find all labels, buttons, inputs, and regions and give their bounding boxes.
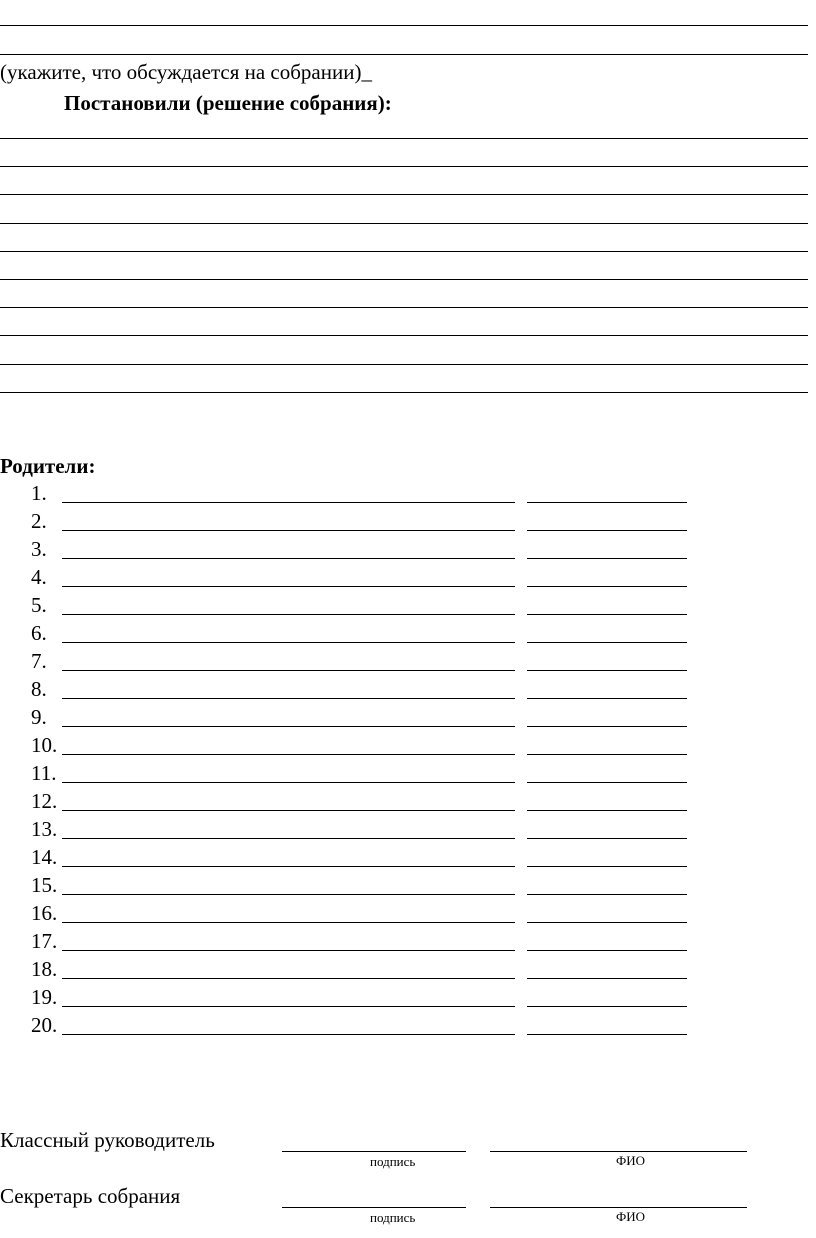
parent-number: 19.: [31, 985, 58, 1009]
parent-signature-line[interactable]: [527, 698, 687, 699]
parent-name-line[interactable]: [62, 1006, 515, 1007]
resolution-line[interactable]: [0, 194, 808, 195]
parent-signature-line[interactable]: [527, 978, 687, 979]
parent-name-line[interactable]: [62, 922, 515, 923]
parent-name-line[interactable]: [62, 810, 515, 811]
parent-number: 9.: [31, 705, 47, 729]
parent-name-line[interactable]: [62, 586, 515, 587]
teacher-name-caption: ФИО: [616, 1153, 646, 1168]
parent-number: 8.: [31, 677, 47, 701]
parent-signature-line[interactable]: [527, 782, 687, 783]
resolution-line[interactable]: [0, 392, 771, 393]
parent-name-line[interactable]: [62, 670, 515, 671]
parent-signature-line[interactable]: [527, 502, 687, 503]
parent-number: 15.: [31, 873, 58, 897]
parent-name-line[interactable]: [62, 558, 515, 559]
parent-name-line[interactable]: [62, 866, 515, 867]
parent-number: 16.: [31, 901, 58, 925]
parent-signature-line[interactable]: [527, 726, 687, 727]
parents-heading: Родители:: [0, 454, 96, 478]
parent-number: 6.: [31, 621, 47, 645]
parent-signature-line[interactable]: [527, 670, 687, 671]
parent-name-line[interactable]: [62, 1034, 515, 1035]
parent-name-line[interactable]: [62, 614, 515, 615]
teacher-signature-line[interactable]: [282, 1151, 466, 1152]
parent-signature-line[interactable]: [527, 810, 687, 811]
secretary-signature-line[interactable]: [282, 1207, 466, 1208]
secretary-label: Секретарь собрания: [0, 1184, 181, 1208]
agenda-hint: (укажите, что обсуждается на собрании)_: [0, 60, 372, 84]
resolution-line[interactable]: [0, 279, 808, 280]
resolution-line[interactable]: [0, 166, 808, 167]
parent-number: 17.: [31, 929, 58, 953]
parent-number: 2.: [31, 509, 47, 533]
teacher-signature-caption: подпись: [370, 1154, 416, 1169]
parent-number: 14.: [31, 845, 58, 869]
parent-signature-line[interactable]: [527, 754, 687, 755]
secretary-name-caption: ФИО: [616, 1209, 646, 1224]
parent-name-line[interactable]: [62, 950, 515, 951]
parent-number: 18.: [31, 957, 58, 981]
parent-name-line[interactable]: [62, 698, 515, 699]
parent-number: 20.: [31, 1013, 58, 1037]
resolution-line[interactable]: [0, 307, 808, 308]
parent-number: 12.: [31, 789, 58, 813]
resolution-line[interactable]: [0, 223, 808, 224]
parent-signature-line[interactable]: [527, 894, 687, 895]
parent-signature-line[interactable]: [527, 922, 687, 923]
parent-number: 4.: [31, 565, 47, 589]
parent-name-line[interactable]: [62, 754, 515, 755]
parent-number: 3.: [31, 537, 47, 561]
resolution-line[interactable]: [0, 251, 808, 252]
parent-signature-line[interactable]: [527, 866, 687, 867]
parent-signature-line[interactable]: [527, 838, 687, 839]
parent-name-line[interactable]: [62, 838, 515, 839]
parent-signature-line[interactable]: [527, 1006, 687, 1007]
parent-number: 11.: [31, 761, 57, 785]
secretary-name-line[interactable]: [490, 1207, 747, 1208]
parent-signature-line[interactable]: [527, 558, 687, 559]
resolution-line[interactable]: [0, 335, 808, 336]
parent-name-line[interactable]: [62, 782, 515, 783]
resolution-line[interactable]: [0, 364, 808, 365]
parent-signature-line[interactable]: [527, 950, 687, 951]
resolution-heading: Постановили (решение собрания):: [64, 91, 392, 115]
blank-line[interactable]: [0, 54, 808, 55]
parent-number: 1.: [31, 481, 47, 505]
resolution-line[interactable]: [0, 138, 808, 139]
parent-signature-line[interactable]: [527, 530, 687, 531]
parent-signature-line[interactable]: [527, 614, 687, 615]
parent-name-line[interactable]: [62, 642, 515, 643]
teacher-name-line[interactable]: [490, 1151, 747, 1152]
parent-signature-line[interactable]: [527, 642, 687, 643]
parent-name-line[interactable]: [62, 726, 515, 727]
secretary-signature-caption: подпись: [370, 1210, 416, 1225]
parent-name-line[interactable]: [62, 502, 515, 503]
blank-line[interactable]: [0, 25, 808, 26]
teacher-label: Классный руководитель: [0, 1128, 215, 1152]
parent-number: 13.: [31, 817, 58, 841]
parent-number: 5.: [31, 593, 47, 617]
parent-number: 10.: [31, 733, 58, 757]
parent-signature-line[interactable]: [527, 1034, 687, 1035]
parent-number: 7.: [31, 649, 47, 673]
parent-signature-line[interactable]: [527, 586, 687, 587]
parent-name-line[interactable]: [62, 894, 515, 895]
parent-name-line[interactable]: [62, 978, 515, 979]
parent-name-line[interactable]: [62, 530, 515, 531]
